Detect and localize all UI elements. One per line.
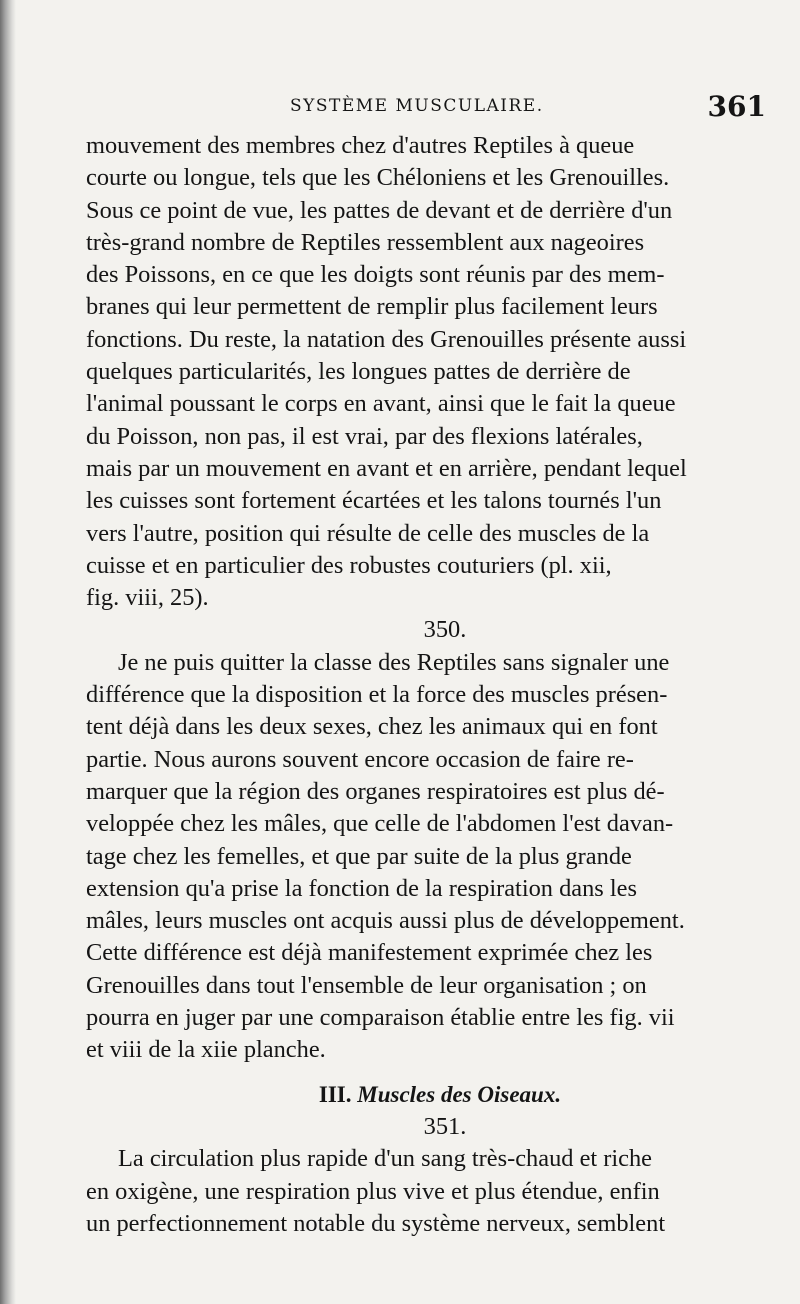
running-title: SYSTÈME MUSCULAIRE. xyxy=(290,96,544,116)
text-line: partie. Nous aurons souvent encore occasion de faire re- xyxy=(86,745,634,773)
text-line: marquer que la région des organes respiratoires est plus dé- xyxy=(86,777,665,805)
text-line: Sous ce point de vue, les pattes de devant et de derrière d'un xyxy=(86,196,673,224)
section-heading-number: III. xyxy=(318,1081,352,1107)
text-line: tent déjà dans les deux sexes, chez les animaux qui en font xyxy=(86,713,658,741)
text-line: mais par un mouvement en avant et en arrière, pendant lequel xyxy=(86,454,687,482)
text-line: Grenouilles dans tout l'ensemble de leur organisation ; on xyxy=(86,971,647,999)
section-heading-title: Muscles des Oiseaux. xyxy=(357,1081,562,1107)
text-line: quelques particularités, les longues pattes de derrière de xyxy=(86,358,631,386)
section-number-350: 350. xyxy=(423,616,467,644)
text-line: mouvement des membres chez d'autres Reptiles à queue xyxy=(86,132,635,159)
page-number: 361 xyxy=(707,90,766,123)
section-number-351: 351. xyxy=(423,1112,467,1140)
text-line: La circulation plus rapide d'un sang très-chaud et riche xyxy=(118,1145,653,1173)
text-line: en oxigène, une respiration plus vive et plus étendue, enfin xyxy=(86,1177,660,1205)
text-line: courte ou longue, tels que les Chéloniens et les Grenouilles. xyxy=(86,164,670,192)
section-heading xyxy=(86,1079,764,1111)
text-line: différence que la disposition et la force des muscles présen- xyxy=(86,681,668,709)
text-line: mâles, leurs muscles ont acquis aussi plus de développement. xyxy=(86,907,685,935)
text-line: les cuisses sont fortement écartées et les talons tournés l'un xyxy=(86,487,662,515)
text-line: des Poissons, en ce que les doigts sont réunis par des mem- xyxy=(86,261,665,289)
text-line: un perfectionnement notable du système nerveux, semblent xyxy=(86,1209,666,1237)
text-line: très-grand nombre de Reptiles ressemblent aux nageoires xyxy=(86,228,645,256)
text-line: Je ne puis quitter la classe des Reptiles sans signaler une xyxy=(118,648,670,676)
text-line: Cette différence est déjà manifestement exprimée chez les xyxy=(86,939,653,967)
running-head xyxy=(86,90,766,128)
text-line: veloppée chez les mâles, que celle de l'abdomen l'est davan- xyxy=(86,810,674,838)
text-line: tage chez les femelles, et que par suite de la plus grande xyxy=(86,842,632,870)
body-text xyxy=(86,130,764,1240)
text-line-last: fig. viii, 25). xyxy=(86,584,209,612)
text-line: branes qui leur permettent de remplir plus facilement leurs xyxy=(86,293,658,321)
text-line: cuisse et en particulier des robustes couturiers (pl. xii, xyxy=(86,551,612,579)
text-line: vers l'autre, position qui résulte de celle des muscles de la xyxy=(86,519,650,547)
text-line: du Poisson, non pas, il est vrai, par des flexions latérales, xyxy=(86,422,643,450)
text-line: l'animal poussant le corps en avant, ainsi que le fait la queue xyxy=(86,390,676,418)
text-line: pourra en juger par une comparaison établie entre les fig. vii xyxy=(86,1004,675,1032)
text-line: fonctions. Du reste, la natation des Grenouilles présente aussi xyxy=(86,325,687,353)
text-line-last: et viii de la xiie planche. xyxy=(86,1036,326,1064)
text-line: extension qu'a prise la fonction de la respiration dans les xyxy=(86,874,637,902)
